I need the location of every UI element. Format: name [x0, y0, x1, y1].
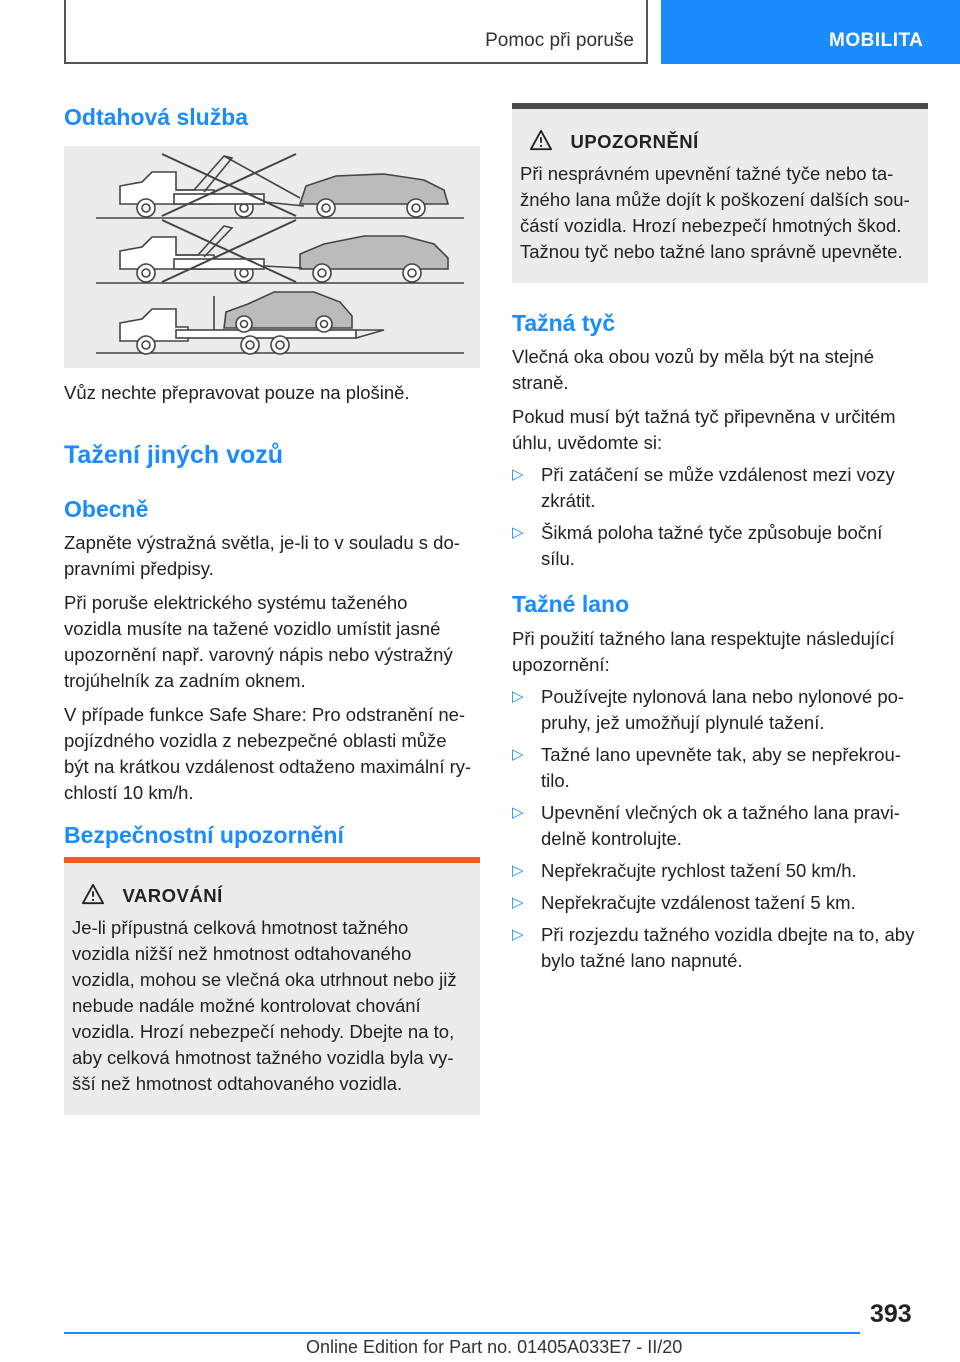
header-chapter-tab	[661, 0, 960, 64]
bullet-triangle-icon: ▷	[512, 894, 524, 911]
towing-others-title: Tažení jiných vozů	[64, 441, 284, 469]
header-section-label: Pomoc při poruše	[485, 30, 634, 51]
bullet-triangle-icon: ▷	[512, 926, 524, 943]
bullet-triangle-icon: ▷	[512, 804, 524, 821]
caution-triangle-icon	[530, 129, 552, 151]
list-item: ▷ Upevnění vlečných ok a tažného lana pravi- delně kontrolujte.	[512, 802, 900, 849]
list-item: ▷ Nepřekračujte rychlost tažení 50 km/h.	[512, 858, 928, 884]
general-paragraph: Při poruše elektrického systému taženého vozidla musíte na tažené vozidlo umístit jasné upozornění např. varovný nápis nebo výstražný trojúhelník za zadním oknem.	[64, 592, 453, 691]
page-number: 393	[870, 1300, 912, 1328]
bullet-triangle-icon: ▷	[512, 466, 524, 483]
general-section	[64, 530, 480, 806]
list-item: ▷ Používejte nylonová lana nebo nylonové po- pruhy, jež umožňují plynulé tažení.	[512, 686, 905, 733]
list-item: ▷ Nepřekračujte vzdálenost tažení 5 km.	[512, 890, 928, 916]
bullet-triangle-icon: ▷	[512, 524, 524, 541]
towing-illustration	[64, 146, 480, 368]
illustration-caption: Vůz nechte přepravovat pouze na plošině.	[64, 382, 410, 403]
list-item: ▷ Při rozjezdu tažného vozidla dbejte na to, aby bylo tažné lano napnuté.	[512, 924, 915, 971]
towing-service-title: Odtahová služba	[64, 104, 249, 130]
footer-edition: Online Edition for Part no. 01405A033E7 - II/20	[306, 1337, 683, 1357]
bullet-triangle-icon: ▷	[512, 862, 524, 879]
tow-rope-section	[512, 626, 928, 974]
warning-text: Je-li přípustná celková hmotnost tažného vozidla nižší než hmotnost odtahovaného vozidla, mohou se vlečná oka utrhnout nebo již nebude nadále možné kontrolovat chování vozidla. Hrozí nebezpečí nehody. Dbejte na to, aby celková hmotnost tažného vozidla byla vy- šší než hmotnost odtahovaného vozidla.	[72, 917, 457, 1094]
safety-notes-title: Bezpečnostní upozornění	[64, 822, 344, 848]
list-item: ▷ Tažné lano upevněte tak, aby se nepřekrou- tilo.	[512, 744, 901, 791]
warning-triangle-icon	[82, 883, 104, 905]
tow-bar-section	[512, 344, 928, 572]
caution-title: UPOZORNĚNÍ	[570, 131, 699, 152]
tow-bar-paragraph: Vlečná oka obou vozů by měla být na stejné straně.	[512, 346, 875, 393]
header-section-tab	[64, 0, 648, 64]
general-title: Obecně	[64, 496, 149, 522]
header-chapter-label: MOBILITA	[829, 30, 924, 51]
general-paragraph: V případe funkce Safe Share: Pro odstranění ne- pojízdného vozidla z nebezpečné oblasti může být na krátkou vzdálenost odtaženo maximální ry- chlostí 10 km/h.	[64, 704, 472, 803]
general-paragraph: Zapněte výstražná světla, je-li to v souladu s do- pravními předpisy.	[64, 532, 460, 579]
bullet-triangle-icon: ▷	[512, 688, 524, 705]
list-item: ▷ Při zatáčení se může vzdálenost mezi vozy zkrátit.	[512, 464, 895, 511]
warning-box	[64, 857, 480, 1115]
bullet-triangle-icon: ▷	[512, 746, 524, 763]
caution-text: Při nesprávném upevnění tažné tyče nebo ta- žného lana může dojít k poškození dalších sou- částí vozidla. Hrozí nebezpečí hmotných škod. Tažnou tyč nebo tažné lano správně upevněte.	[520, 163, 910, 262]
tow-rope-title: Tažné lano	[512, 591, 630, 617]
tow-rope-intro: Při použití tažného lana respektujte následující upozornění:	[512, 628, 895, 675]
towing-vehicles-illustration	[64, 146, 480, 368]
tow-bar-title: Tažná tyč	[512, 310, 616, 336]
caution-box	[512, 103, 928, 283]
warning-title: VAROVÁNÍ	[122, 885, 223, 906]
footer-divider	[64, 1332, 860, 1334]
tow-bar-paragraph: Pokud musí být tažná tyč připevněna v určitém úhlu, uvědomte si:	[512, 406, 896, 453]
list-item: ▷ Šikmá poloha tažné tyče způsobuje boční sílu.	[512, 522, 883, 569]
